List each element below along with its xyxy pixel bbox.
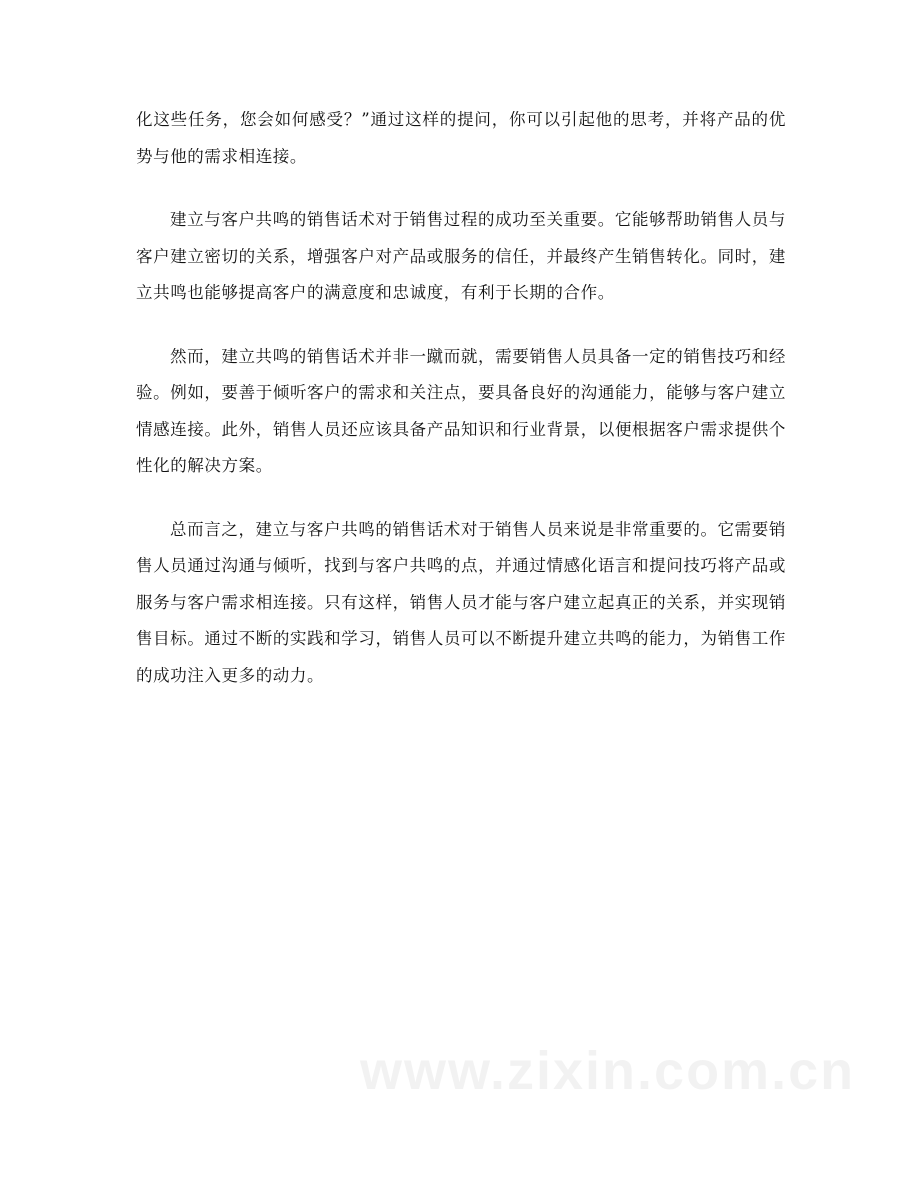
document-page (136, 102, 786, 721)
paragraph-conclusion: 总而言之，建立与客户共鸣的销售话术对于销售人员来说是非常重要的。它需要销售人员通过沟通与倾听，找到与客户共鸣的点，并通过情感化语言和提问技巧将产品或服务与客户需求相连接。只有这样，销售人员才能与客户建立起真正的关系，并实现销售目标。通过不断的实践和学习，销售人员可以不断提升建立共鸣的能力，为销售工作的成功注入更多的动力。 (136, 519, 786, 685)
paragraph-skills: 然而，建立共鸣的销售话术并非一蹴而就，需要销售人员具备一定的销售技巧和经验。例如，要善于倾听客户的需求和关注点，要具备良好的沟通能力，能够与客户建立情感连接。此外，销售人员还应该具备产品知识和行业背景，以便根据客户需求提供个性化的解决方案。 (136, 346, 786, 475)
paragraph-importance: 建立与客户共鸣的销售话术对于销售过程的成功至关重要。它能够帮助销售人员与客户建立密切的关系，增强客户对产品或服务的信任，并最终产生销售转化。同时，建立共鸣也能够提高客户的满意度和忠诚度，有利于长期的合作。 (136, 210, 786, 302)
watermark: www.zixin.com.cn (360, 1041, 856, 1101)
paragraph-continuation: 化这些任务，您会如何感受？”通过这样的提问，你可以引起他的思考，并将产品的优势与他的需求相连接。 (136, 110, 786, 166)
